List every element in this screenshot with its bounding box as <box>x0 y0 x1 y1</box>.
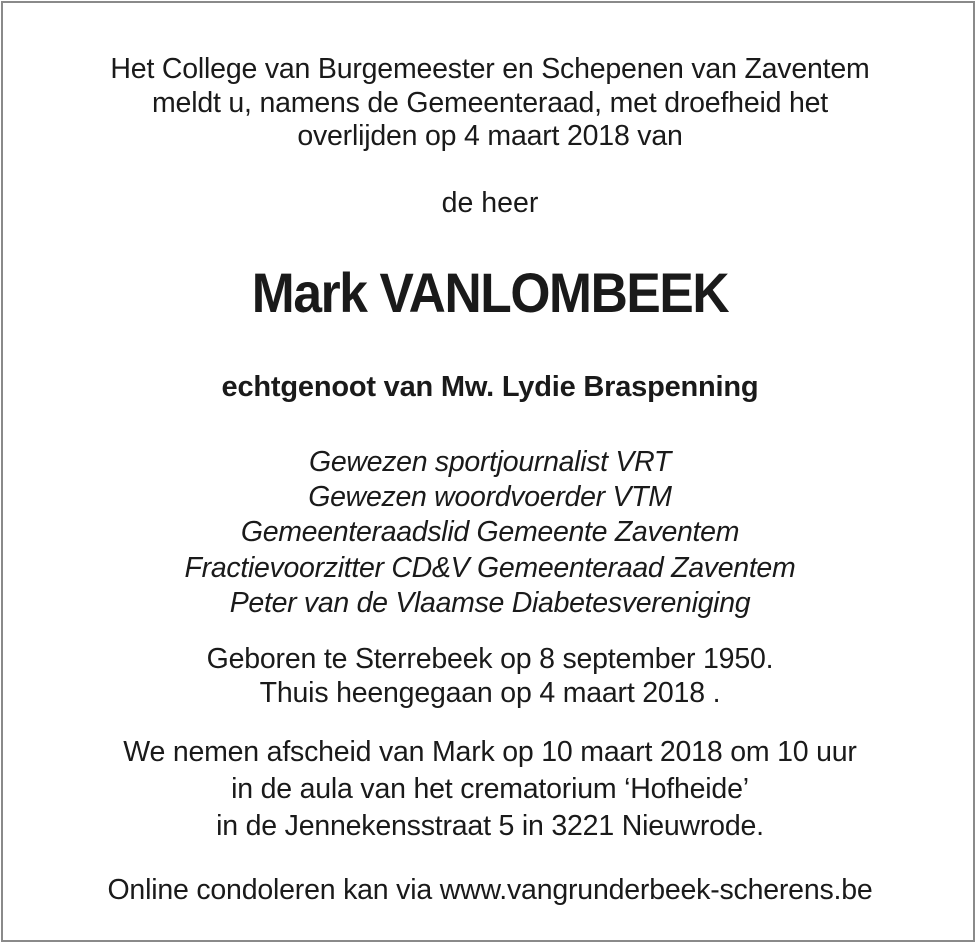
intro-paragraph <box>0 53 980 154</box>
intro-line: Het College van Burgemeester en Schepenen van Zaventem <box>110 53 870 85</box>
title-item: Peter van de Vlaamse Diabetesvereniging <box>229 586 751 619</box>
intro-line: meldt u, namens de Gemeenteraad, met droefheid het <box>152 86 828 119</box>
title-item: Fractievoorzitter CD&V Gemeenteraad Zaventem <box>184 551 796 584</box>
spouse-line: echtgenoot van Mw. Lydie Braspenning <box>221 371 759 403</box>
birth-death-info <box>0 642 980 710</box>
passed-line: Thuis heengegaan op 4 maart 2018 . <box>259 677 721 709</box>
farewell-line: in de Jennekensstraat 5 in 3221 Nieuwrode. <box>216 810 764 842</box>
intro-line: overlijden op 4 maart 2018 van <box>297 120 683 152</box>
farewell-line: We nemen afscheid van Mark op 10 maart 2018 om 10 uur <box>123 736 857 768</box>
title-item: Gewezen woordvoerder VTM <box>308 481 672 514</box>
deceased-name: Mark VANLOMBEEK <box>251 261 729 324</box>
salutation: de heer <box>441 187 539 219</box>
online-condolence-line: Online condoleren kan via www.vangrunderbeek-scherens.be <box>107 874 873 906</box>
farewell-info <box>0 734 980 845</box>
title-item: Gemeenteraadslid Gemeente Zaventem <box>240 516 740 549</box>
birth-line: Geboren te Sterrebeek op 8 september 1950. <box>206 643 774 675</box>
titles-list <box>0 445 980 621</box>
title-item: Gewezen sportjournalist VRT <box>308 446 672 478</box>
farewell-line: in de aula van het crematorium ‘Hofheide’ <box>231 773 749 805</box>
